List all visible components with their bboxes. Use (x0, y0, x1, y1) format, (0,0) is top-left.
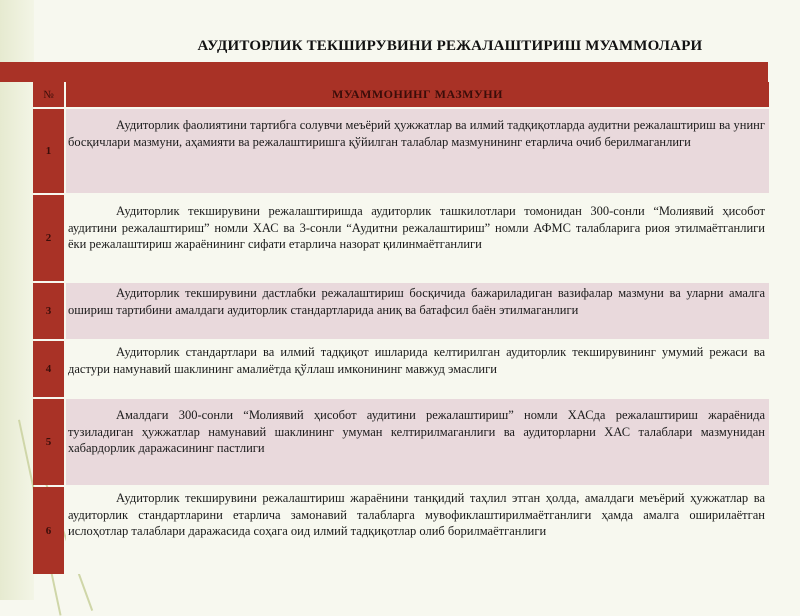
row-number: 5 (33, 399, 64, 485)
table-row-text: Аудиторлик текширувини дастлабки режалаштириш босқичида бажариладиган вазифалар мазмуни ва уларни амалга ошириш тартибини амалдаги аудиторлик стандартларида аниқ ва батафсил баён этилмаганлиги (66, 283, 769, 339)
row-number: 6 (33, 487, 64, 574)
row-number: 1 (33, 109, 64, 193)
column-header-number: № (33, 82, 64, 107)
row-number: 3 (33, 283, 64, 339)
left-decor-strip (0, 0, 34, 600)
table-row-text: Аудиторлик стандартлари ва илмий тадқиқот ишларида келтирилган аудиторлик текширувининг умумий режаси ва дастури намунавий шаклининг амалиётда қўллаш имконининг мавжуд эмаслиги (66, 341, 769, 397)
header-accent-bar (0, 62, 768, 82)
table-row-text: Амалдаги 300-сонли “Молиявий ҳисобот аудитини режалаштириш” номли ХАСда режалаштириш жараёнида тузиладиган ҳужжатлар намунавий шаклининг умуман келтирилмаганлиги ва аудиторларни ХАС талаблари мазмунидан хабардорлик даражасининг пастлиги (66, 399, 769, 485)
column-header-content: МУАММОНИНГ МАЗМУНИ (66, 82, 769, 107)
page-title: АУДИТОРЛИК ТЕКШИРУВИНИ РЕЖАЛАШТИРИШ МУАММОЛАРИ (197, 38, 703, 54)
table-row-text: Аудиторлик фаолиятини тартибга солувчи меъёрий ҳужжатлар ва илмий тадқиқотларда аудитни режалаштириш ва унинг босқичлари мазмуни, аҳамияти ва режалаштиришга қўйилган талаблар мазмунининг етарлича очиб берилмаганлиги (66, 109, 769, 193)
row-number: 4 (33, 341, 64, 397)
table-row-text: Аудиторлик текширувини режалаштиришда аудиторлик ташкилотлари томонидан 300-сонли “Молиявий ҳисобот аудитини режалаштириш” номли ХАС ва 3-сонли “Аудитни режалаштириш” номли АФМС талабларига риоя этилмаётганлиги ёки режалаштириш жараёнининг сифати етарлича назорат қилинмаётганлиги (66, 195, 769, 281)
row-number: 2 (33, 195, 64, 281)
table-row-text: Аудиторлик текширувини режалаштириш жараёнини танқидий таҳлил этган ҳолда, амалдаги меъёрий ҳужжатлар ва аудиторлик стандартларини етарлича замонавий талабларга мувофиклаштирилмаётганлиги ҳамда амалга оширилаётган ислоҳотлар талаблари даражасида соҳага оид илмий тадқиқотлар олиб борилмаётганлиги (66, 487, 769, 574)
